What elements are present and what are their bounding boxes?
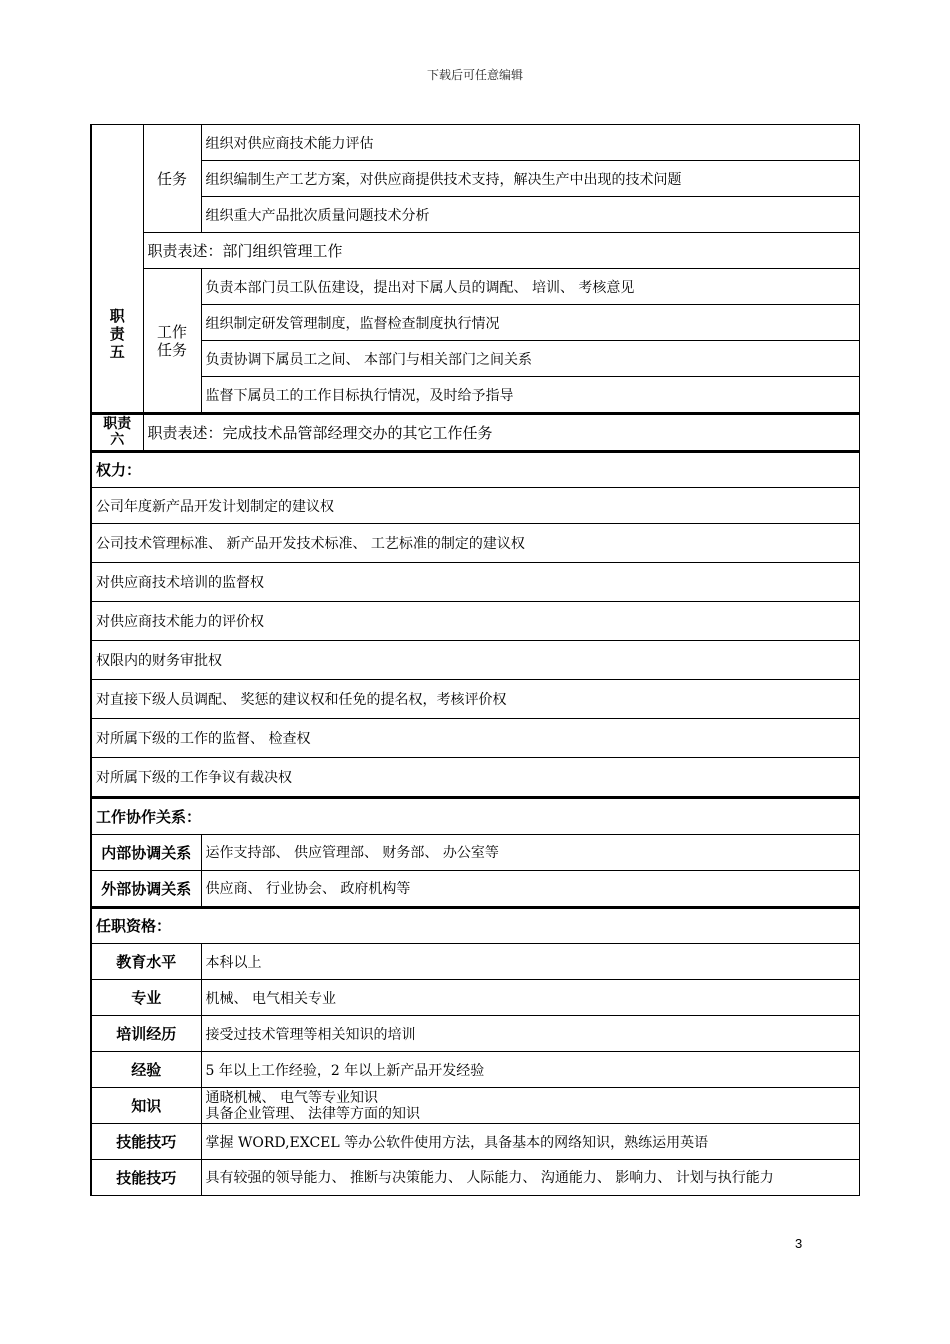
header-note: 下载后可任意编辑 [426, 68, 523, 82]
major-label: 专业 [91, 980, 201, 1016]
duty5-description: 职责表述：部门组织管理工作 [143, 233, 860, 269]
education-label: 教育水平 [91, 944, 201, 980]
knowledge-value [201, 1088, 860, 1124]
training-label: 培训经历 [91, 1016, 201, 1052]
duty5-label: 职 责 五 [109, 306, 125, 361]
authority-item-3: 对供应商技术培训的监督权 [91, 563, 860, 602]
experience-value: 5 年以上工作经验，2 年以上新产品开发经验 [201, 1052, 860, 1088]
major-value: 机械、 电气相关专业 [201, 980, 860, 1016]
external-coordination-label: 外部协调关系 [91, 870, 201, 906]
education-value: 本科以上 [201, 944, 860, 980]
skills-value-2: 具有较强的领导能力、 推断与决策能力、 人际能力、 沟通能力、 影响力、 计划与执行能力 [201, 1160, 860, 1196]
authority-item-2: 公司技术管理标准、 新产品开发技术标准、 工艺标准的制定的建议权 [91, 524, 860, 563]
qualifications-title: 任职资格： [91, 908, 860, 944]
duty5-task-2: 组织制定研发管理制度，监督检查制度执行情况 [201, 305, 860, 341]
duty6-description: 职责表述：完成技术品管部经理交办的其它工作任务 [143, 414, 860, 450]
cooperation-table [90, 797, 860, 907]
cooperation-title: 工作协作关系： [91, 798, 860, 834]
duty6-label: 职责 六 [103, 416, 132, 449]
duty-table [90, 124, 860, 413]
skills-label-2: 技能技巧 [91, 1160, 201, 1196]
duty5-task-4: 监督下属员工的工作目标执行情况，及时给予指导 [201, 377, 860, 413]
authority-item-4: 对供应商技术能力的评价权 [91, 602, 860, 641]
authority-item-6: 对直接下级人员调配、 奖惩的建议权和任免的提名权，考核评价权 [91, 680, 860, 719]
prev-task-1: 组织对供应商技术能力评估 [201, 125, 860, 161]
experience-label: 经验 [91, 1052, 201, 1088]
authority-item-1: 公司年度新产品开发计划制定的建议权 [91, 488, 860, 524]
authority-item-5: 权限内的财务审批权 [91, 641, 860, 680]
knowledge-line-2: 具备企业管理、 法律等方面的知识 [205, 1105, 420, 1122]
duty5-label-cell [91, 125, 143, 413]
duty5-task-3: 负责协调下属员工之间、 本部门与相关部门之间关系 [201, 341, 860, 377]
page-number: 3 [795, 1236, 803, 1251]
duty6-label-cell [91, 414, 143, 450]
skills-label-1: 技能技巧 [91, 1124, 201, 1160]
prev-task-3: 组织重大产品批次质量问题技术分析 [201, 197, 860, 233]
internal-coordination-label: 内部协调关系 [91, 834, 201, 870]
job-description-sheet [90, 124, 860, 1196]
prev-task-2: 组织编制生产工艺方案，对供应商提供技术支持，解决生产中出现的技术问题 [201, 161, 860, 197]
knowledge-label: 知识 [91, 1088, 201, 1124]
duty6-table [90, 413, 860, 451]
training-value: 接受过技术管理等相关知识的培训 [201, 1016, 860, 1052]
duty5-task-label: 工作 任务 [143, 269, 201, 413]
authority-item-7: 对所属下级的工作的监督、 检查权 [91, 719, 860, 758]
prev-task-label: 任务 [143, 125, 201, 233]
authority-table [90, 451, 860, 798]
authority-item-8: 对所属下级的工作争议有裁决权 [91, 758, 860, 797]
duty5-task-1: 负责本部门员工队伍建设，提出对下属人员的调配、 培训、 考核意见 [201, 269, 860, 305]
external-coordination-value: 供应商、 行业协会、 政府机构等 [201, 870, 860, 906]
knowledge-line-1: 通晓机械、 电气等专业知识 [205, 1089, 378, 1106]
skills-value-1: 掌握 WORD,EXCEL 等办公软件使用方法，具备基本的网络知识，熟练运用英语 [201, 1124, 860, 1160]
internal-coordination-value: 运作支持部、 供应管理部、 财务部、 办公室等 [201, 834, 860, 870]
authority-title: 权力： [91, 452, 860, 488]
qualifications-table [90, 907, 860, 1197]
